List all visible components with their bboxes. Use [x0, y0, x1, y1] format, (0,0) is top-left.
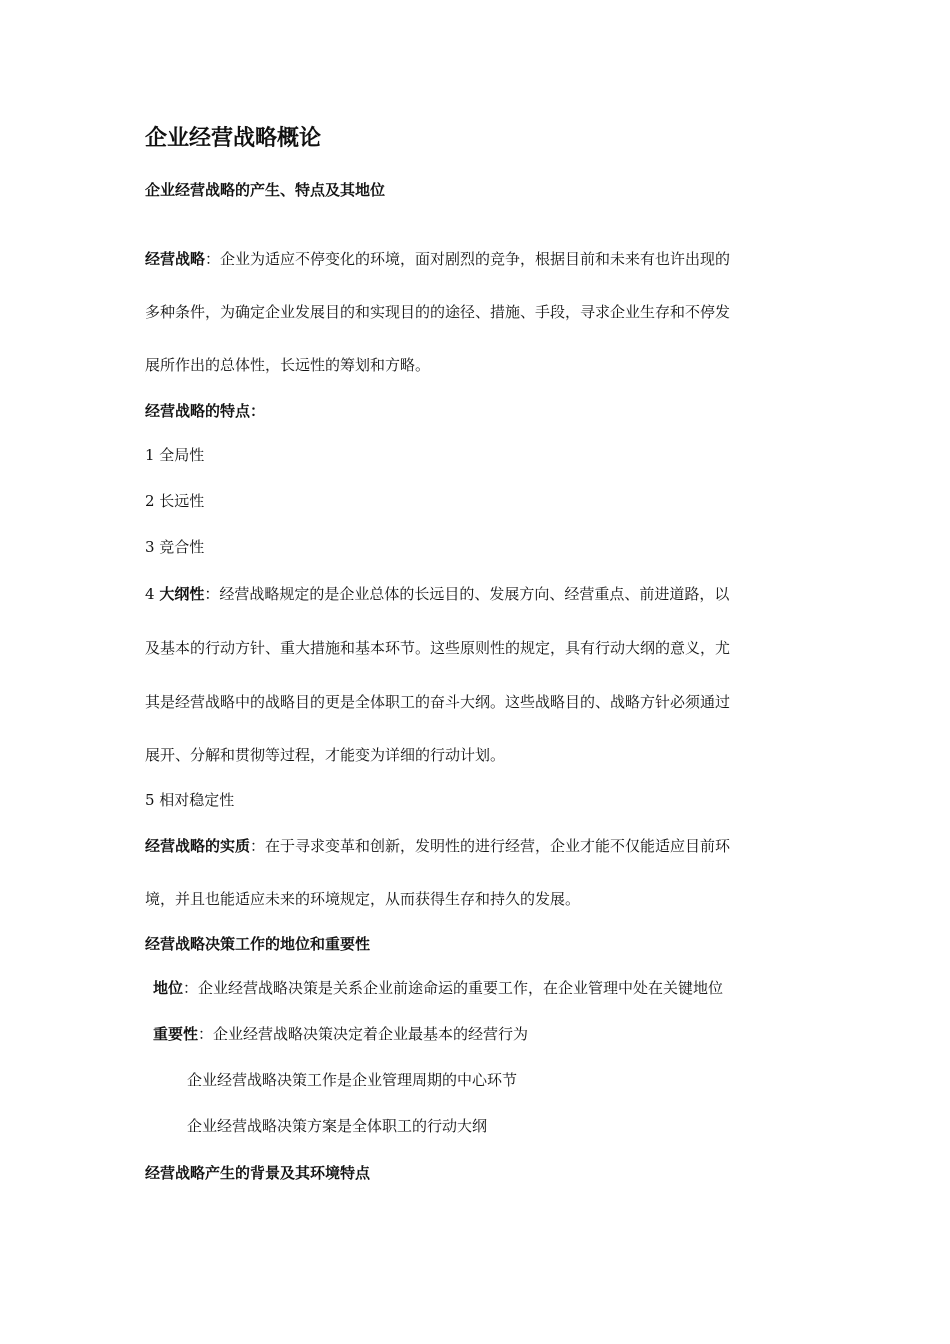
colon: ：	[250, 837, 266, 855]
paragraph-text: 企业经营战略决策是关系企业前途命运的重要工作，在企业管理中处在关键地位	[198, 979, 724, 997]
term-label: 大纲性	[159, 585, 205, 603]
paragraph-line: 企业经营战略决策方案是全体职工的行动大纲	[187, 1117, 488, 1135]
paragraph-text: 在于寻求变革和创新，发明性的进行经营，企业才能不仅能适应目前环	[265, 837, 731, 855]
term-label: 经营战略的实质	[145, 837, 251, 855]
term-label: 地位	[153, 979, 184, 997]
list-item: 2 长远性	[145, 492, 205, 510]
section-heading: 经营战略产生的背景及其环境特点	[145, 1164, 371, 1182]
colon: ：	[204, 585, 220, 603]
term-label: 重要性	[153, 1025, 199, 1043]
paragraph-text: 企业为适应不停变化的环境，面对剧烈的竞争，根据目前和未来有也许出现的	[220, 250, 731, 268]
list-item: 3 竞合性	[145, 538, 205, 556]
list-item: 5 相对稳定性	[145, 791, 235, 809]
paragraph-line: 展所作出的总体性，长远性的筹划和方略。	[145, 356, 431, 374]
paragraph-line	[153, 978, 723, 998]
paragraph-line: 多种条件，为确定企业发展目的和实现目的的途径、措施、手段，寻求企业生存和不停发	[145, 303, 731, 321]
paragraph-text: 经营战略规定的是企业总体的长远目的、发展方向、经营重点、前进道路，以	[219, 585, 730, 603]
paragraph-line: 及基本的行动方针、重大措施和基本环节。这些原则性的规定，具有行动大纲的意义，尤	[145, 639, 731, 657]
list-number: 4	[145, 585, 160, 603]
paragraph-line	[145, 249, 730, 269]
colon: ：	[198, 1025, 214, 1043]
paragraph-text: 企业经营战略决策决定着企业最基本的经营行为	[213, 1025, 529, 1043]
section-heading: 经营战略决策工作的地位和重要性	[145, 935, 371, 953]
paragraph-line	[145, 836, 730, 856]
section-heading: 企业经营战略的产生、特点及其地位	[145, 181, 386, 199]
paragraph-line: 展开、分解和贯彻等过程，才能变为详细的行动计划。	[145, 746, 506, 764]
paragraph-line: 其是经营战略中的战略目的更是全体职工的奋斗大纲。这些战略目的、战略方针必须通过	[145, 693, 731, 711]
list-item: 1 全局性	[145, 446, 205, 464]
document-title: 企业经营战略概论	[145, 125, 322, 151]
paragraph-line	[153, 1024, 528, 1044]
paragraph-line: 境，并且也能适应未来的环境规定，从而获得生存和持久的发展。	[145, 890, 581, 908]
paragraph-line: 企业经营战略决策工作是企业管理周期的中心环节	[187, 1071, 518, 1089]
colon: ：	[183, 979, 199, 997]
colon: ：	[205, 250, 221, 268]
paragraph-line	[145, 584, 729, 604]
term-label: 经营战略	[145, 250, 206, 268]
features-heading: 经营战略的特点：	[145, 402, 266, 420]
